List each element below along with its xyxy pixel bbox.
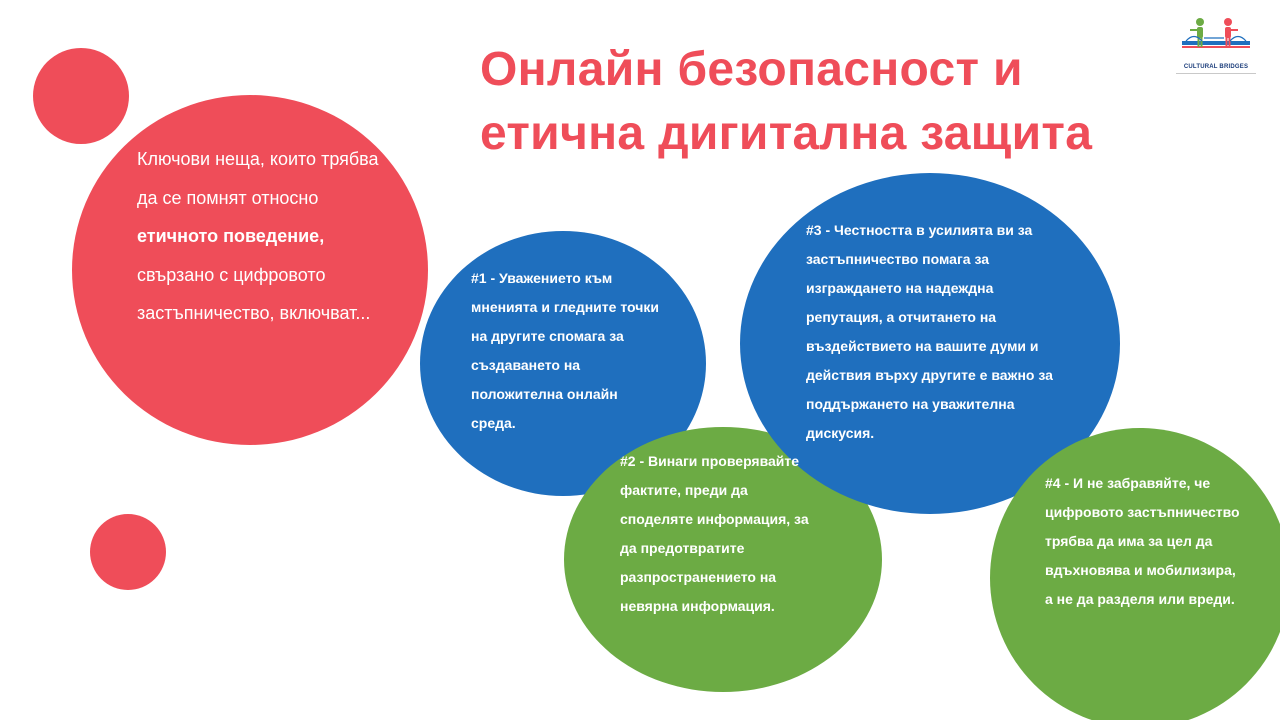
point-3-text: #3 - Честността в усилията ви за застъпничество помага за изграждането на надеждна репутация, а отчитането на въздействието на вашите думи и действия върху другите е важно за поддържането на уважителна дискусия. (806, 222, 1053, 441)
intro-text-part2: свързано с цифровото застъпничество, включват... (137, 264, 371, 324)
logo-text: CULTURAL BRIDGES (1183, 64, 1249, 70)
point-1-text: #1 - Уважението към мненията и гледните точки на другите спомага за създаването на положителна онлайн среда. (471, 270, 659, 431)
people-bridge-logo-icon (1170, 14, 1262, 64)
intro-text (137, 140, 402, 333)
logo-underline (1176, 73, 1256, 74)
decor-circle-small-top (33, 48, 129, 144)
cultural-bridges-logo (1170, 14, 1262, 76)
decor-circle-small-bottom (90, 514, 166, 590)
point-2-text: #2 - Винаги проверявайте фактите, преди да споделяте информация, за да предотвратите разпространението на невярна информация. (620, 453, 809, 614)
intro-text-bold: етичното поведение, (137, 226, 325, 247)
point-4-text: #4 - И не забравяйте, че цифровото застъпничество трябва да има за цел да вдъхновява и мобилизира, а не да разделя или вреди. (1045, 475, 1240, 607)
intro-text-part1: Ключови неща, които трябва да се помнят относно (137, 149, 379, 208)
page-title: Онлайн безопасност и етична дигитална защита (480, 43, 1093, 160)
